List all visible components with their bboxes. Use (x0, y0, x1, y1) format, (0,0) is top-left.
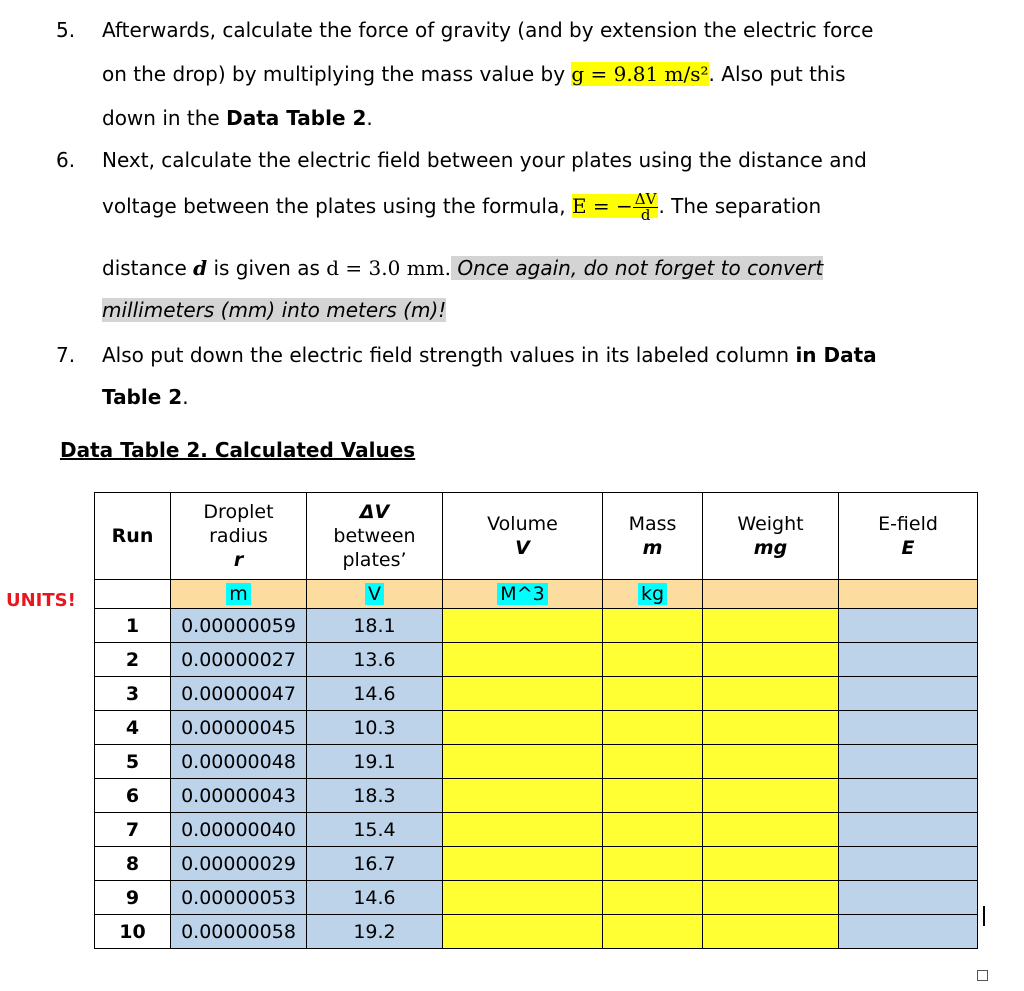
text: . (366, 106, 373, 130)
unit-value: M^3 (497, 583, 547, 605)
text: is given as (207, 256, 327, 280)
run-cell: 8 (95, 847, 171, 881)
text: Also put down the electric field strength values in its labeled column (102, 343, 796, 367)
text: down in the (102, 106, 227, 130)
weight-cell[interactable] (703, 915, 839, 949)
volume-cell[interactable] (443, 813, 603, 847)
eq-left: E = − (571, 194, 633, 218)
text: . Also put this (708, 62, 846, 86)
header-label: E-field (878, 513, 938, 535)
step-7-line-1 (102, 343, 877, 367)
weight-cell[interactable] (703, 745, 839, 779)
radius-cell[interactable]: 0.00000048 (171, 745, 307, 779)
efield-equation (571, 190, 659, 224)
table-row (95, 745, 978, 779)
header-label: Weight (737, 513, 804, 535)
weight-cell[interactable] (703, 847, 839, 881)
dv-cell[interactable]: 13.6 (307, 643, 443, 677)
weight-cell[interactable] (703, 779, 839, 813)
table-row (95, 813, 978, 847)
units-dv-cell[interactable] (307, 580, 443, 609)
table-row (95, 779, 978, 813)
radius-cell[interactable]: 0.00000047 (171, 677, 307, 711)
volume-cell[interactable] (443, 677, 603, 711)
dv-cell[interactable]: 18.1 (307, 609, 443, 643)
run-cell: 7 (95, 813, 171, 847)
data-table-ref: Data Table 2 (226, 106, 367, 130)
radius-cell[interactable]: 0.00000027 (171, 643, 307, 677)
mass-cell[interactable] (603, 881, 703, 915)
header-radius (171, 493, 307, 580)
run-cell: 10 (95, 915, 171, 949)
step-6-line-2 (102, 192, 821, 223)
data-table-ref: in Data (795, 343, 877, 367)
mass-cell[interactable] (603, 643, 703, 677)
units-run-cell (95, 580, 171, 609)
header-symbol: m (642, 537, 663, 559)
dv-cell[interactable]: 16.7 (307, 847, 443, 881)
table-resize-handle[interactable] (977, 970, 988, 981)
dv-cell[interactable]: 19.2 (307, 915, 443, 949)
volume-cell[interactable] (443, 745, 603, 779)
header-label: Volume (487, 513, 558, 535)
mass-cell[interactable] (603, 847, 703, 881)
table-row (95, 643, 978, 677)
dv-cell[interactable]: 14.6 (307, 677, 443, 711)
header-symbol: ΔV (359, 501, 390, 523)
data-table-2 (94, 492, 978, 949)
mass-cell[interactable] (603, 813, 703, 847)
efield-cell[interactable] (839, 677, 978, 711)
efield-cell[interactable] (839, 609, 978, 643)
efield-cell[interactable] (839, 745, 978, 779)
efield-cell[interactable] (839, 813, 978, 847)
radius-cell[interactable]: 0.00000040 (171, 813, 307, 847)
text: on the drop) by multiplying the mass value by (102, 62, 572, 86)
step-5-line-2 (102, 62, 846, 86)
dv-cell[interactable]: 15.4 (307, 813, 443, 847)
weight-cell[interactable] (703, 813, 839, 847)
run-cell: 5 (95, 745, 171, 779)
radius-cell[interactable]: 0.00000053 (171, 881, 307, 915)
denominator: d (640, 206, 651, 224)
dv-cell[interactable]: 14.6 (307, 881, 443, 915)
text-cursor (983, 906, 985, 926)
units-mass-cell[interactable] (603, 580, 703, 609)
mass-cell[interactable] (603, 915, 703, 949)
table-row (95, 881, 978, 915)
header-symbol: V (515, 537, 530, 559)
efield-cell[interactable] (839, 643, 978, 677)
mass-cell[interactable] (603, 711, 703, 745)
units-label: UNITS! (6, 590, 76, 611)
warning-text: millimeters (mm) into meters (m)! (102, 298, 447, 322)
header-efield (839, 493, 978, 580)
radius-cell[interactable]: 0.00000043 (171, 779, 307, 813)
unit-value: m (226, 583, 251, 605)
dv-cell[interactable]: 18.3 (307, 779, 443, 813)
data-table-ref: Table 2 (102, 385, 183, 409)
step-number: 5. (56, 18, 76, 42)
volume-cell[interactable] (443, 779, 603, 813)
header-label: between (333, 525, 416, 547)
header-label: Droplet (203, 501, 274, 523)
units-weight-cell[interactable] (703, 580, 839, 609)
units-row (95, 580, 978, 609)
table-row (95, 677, 978, 711)
header-weight (703, 493, 839, 580)
run-cell: 2 (95, 643, 171, 677)
efield-cell[interactable] (839, 711, 978, 745)
radius-cell[interactable]: 0.00000029 (171, 847, 307, 881)
data-rows (95, 609, 978, 949)
header-label: plates’ (342, 549, 407, 571)
units-radius-cell[interactable] (171, 580, 307, 609)
mass-cell[interactable] (603, 677, 703, 711)
mass-cell[interactable] (603, 745, 703, 779)
weight-cell[interactable] (703, 609, 839, 643)
efield-cell[interactable] (839, 779, 978, 813)
mass-cell[interactable] (603, 779, 703, 813)
unit-value: kg (638, 583, 667, 605)
text: distance (102, 256, 194, 280)
numerator: ΔV (634, 190, 657, 208)
step-number: 7. (56, 343, 76, 367)
table-row (95, 609, 978, 643)
efield-cell[interactable] (839, 847, 978, 881)
step-number: 6. (56, 148, 76, 172)
units-volume-cell[interactable] (443, 580, 603, 609)
fraction (633, 192, 659, 223)
step-6-line-4 (102, 298, 446, 322)
weight-cell[interactable] (703, 881, 839, 915)
header-row (95, 493, 978, 580)
volume-cell[interactable] (443, 847, 603, 881)
step-6-line-1: Next, calculate the electric field between your plates using the distance and (102, 148, 867, 172)
table-row (95, 915, 978, 949)
warning-text: Once again, do not forget to convert (450, 256, 824, 280)
table-row (95, 847, 978, 881)
header-label: Mass (628, 513, 677, 535)
header-mass (603, 493, 703, 580)
step-5-line-1: Afterwards, calculate the force of gravity (and by extension the electric force (102, 18, 874, 42)
run-cell: 4 (95, 711, 171, 745)
volume-cell[interactable] (443, 711, 603, 745)
dv-cell[interactable]: 19.1 (307, 745, 443, 779)
gravity-equation: g = 9.81 m/s² (571, 62, 709, 86)
table-row (95, 711, 978, 745)
radius-cell[interactable]: 0.00000058 (171, 915, 307, 949)
header-symbol: r (233, 549, 244, 571)
unit-value: V (365, 583, 384, 605)
header-volume (443, 493, 603, 580)
text: . The separation (658, 194, 822, 218)
weight-cell[interactable] (703, 711, 839, 745)
run-cell: 1 (95, 609, 171, 643)
header-label: radius (209, 525, 268, 547)
weight-cell[interactable] (703, 677, 839, 711)
table-title: Data Table 2. Calculated Values (60, 438, 416, 462)
run-cell: 3 (95, 677, 171, 711)
volume-cell[interactable] (443, 609, 603, 643)
radius-cell[interactable]: 0.00000045 (171, 711, 307, 745)
efield-cell[interactable] (839, 915, 978, 949)
header-dv (307, 493, 443, 580)
header-run (95, 493, 171, 580)
header-label: Run (111, 525, 154, 547)
efield-cell[interactable] (839, 881, 978, 915)
volume-cell[interactable] (443, 643, 603, 677)
step-5-line-3 (102, 106, 373, 130)
weight-cell[interactable] (703, 643, 839, 677)
run-cell: 6 (95, 779, 171, 813)
mass-cell[interactable] (603, 609, 703, 643)
run-cell: 9 (95, 881, 171, 915)
header-symbol: mg (753, 537, 788, 559)
distance-equation: d = 3.0 mm. (326, 256, 451, 280)
volume-cell[interactable] (443, 881, 603, 915)
dv-cell[interactable]: 10.3 (307, 711, 443, 745)
volume-cell[interactable] (443, 915, 603, 949)
text: voltage between the plates using the formula, (102, 194, 572, 218)
header-symbol: E (901, 537, 915, 559)
step-7-line-2 (102, 385, 189, 409)
distance-var: d (193, 256, 208, 280)
text: . (182, 385, 189, 409)
units-efield-cell[interactable] (839, 580, 978, 609)
radius-cell[interactable]: 0.00000059 (171, 609, 307, 643)
step-6-line-3 (102, 256, 823, 280)
